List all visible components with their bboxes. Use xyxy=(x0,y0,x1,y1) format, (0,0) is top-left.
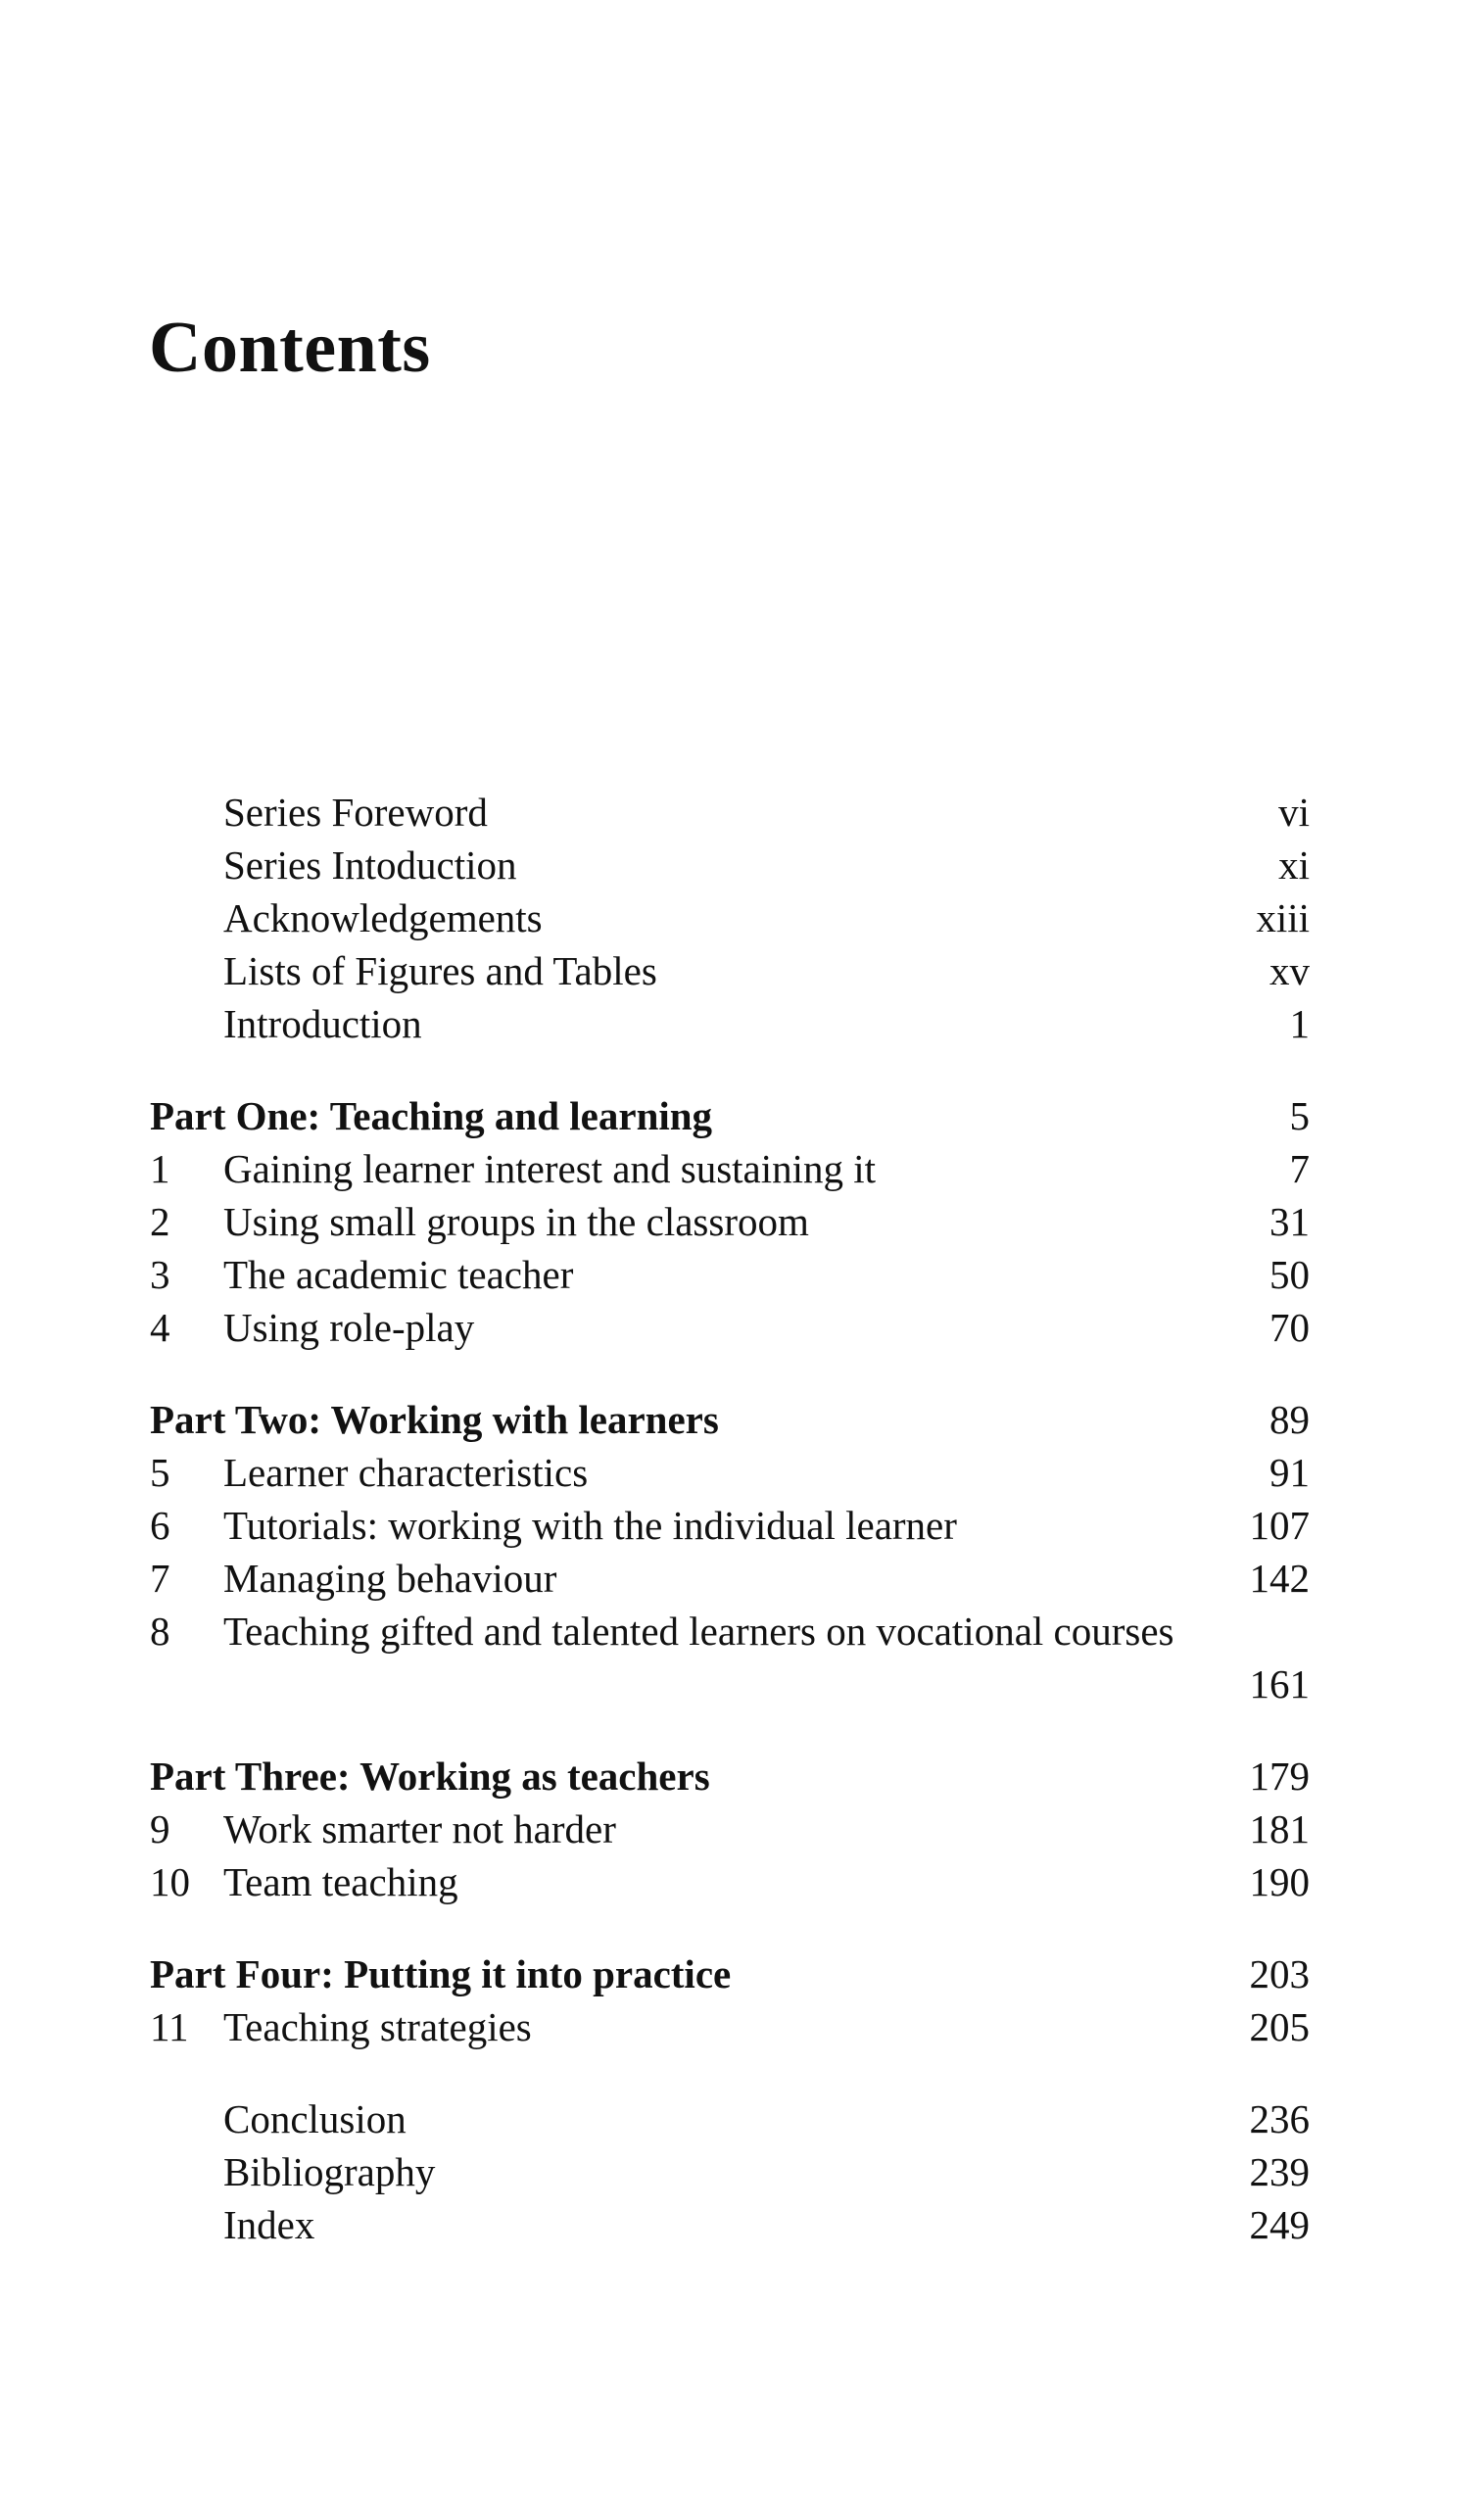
entry-title: Introduction xyxy=(223,1001,422,1046)
chapter-number: 6 xyxy=(150,1503,170,1548)
entry-title: Using role-play xyxy=(223,1305,475,1350)
toc-entry[interactable] xyxy=(150,997,1310,1050)
part-heading: Part Four: Putting it into practice xyxy=(150,1951,732,1996)
page-number: 142 xyxy=(1249,1556,1310,1601)
page-number: xi xyxy=(1278,842,1310,888)
page-number: xiii xyxy=(1256,895,1310,940)
entry-title: Learner characteristics xyxy=(223,1450,589,1495)
toc-entry[interactable] xyxy=(150,944,1310,997)
toc-entry[interactable] xyxy=(150,1446,1310,1499)
part-heading-row[interactable] xyxy=(150,1089,1310,1142)
chapter-number: 5 xyxy=(150,1450,170,1495)
chapter-number: 10 xyxy=(150,1859,190,1904)
part-four xyxy=(150,1947,1310,2053)
entry-title: Tutorials: working with the individual learner xyxy=(223,1503,957,1548)
chapter-number: 7 xyxy=(150,1556,170,1601)
page-number: 70 xyxy=(1269,1305,1310,1350)
page-number: 1 xyxy=(1289,1001,1310,1046)
entry-title: Teaching strategies xyxy=(223,2004,532,2049)
chapter-number: 9 xyxy=(150,1806,170,1851)
entry-title: Lists of Figures and Tables xyxy=(223,948,657,993)
entry-title: Series Foreword xyxy=(223,790,488,835)
page-number: 161 xyxy=(1249,1661,1310,1706)
toc-entry[interactable] xyxy=(150,2000,1310,2053)
page-number: 203 xyxy=(1249,1951,1310,1996)
toc-entry[interactable] xyxy=(150,1552,1310,1605)
toc-entry[interactable] xyxy=(150,1499,1310,1552)
toc-entry[interactable] xyxy=(150,1855,1310,1908)
part-heading: Part Three: Working as teachers xyxy=(150,1754,710,1799)
back-matter xyxy=(150,2092,1310,2251)
page-number: vi xyxy=(1278,790,1310,835)
entry-title: Teaching gifted and talented learners on vocational courses xyxy=(223,1609,1174,1654)
page-number: 89 xyxy=(1269,1397,1310,1442)
page-number: 181 xyxy=(1249,1806,1310,1851)
page-number: 50 xyxy=(1269,1252,1310,1297)
page-number: 7 xyxy=(1289,1146,1310,1191)
page-number: 249 xyxy=(1249,2202,1310,2247)
entry-title: Series Intoduction xyxy=(223,842,517,888)
page-number: 239 xyxy=(1249,2149,1310,2194)
part-two xyxy=(150,1393,1310,1710)
page-number: 5 xyxy=(1289,1093,1310,1138)
entry-title: Conclusion xyxy=(223,2096,407,2141)
chapter-number: 8 xyxy=(150,1609,170,1654)
page-number: xv xyxy=(1269,948,1310,993)
entry-title: The academic teacher xyxy=(223,1252,574,1297)
toc-entry[interactable] xyxy=(150,839,1310,891)
page-number: 190 xyxy=(1249,1859,1310,1904)
toc-entry[interactable] xyxy=(150,786,1310,839)
part-three xyxy=(150,1750,1310,1908)
toc-entry[interactable] xyxy=(150,2092,1310,2145)
chapter-number: 1 xyxy=(150,1146,170,1191)
chapter-number: 11 xyxy=(150,2004,189,2049)
page-title: Contents xyxy=(149,308,431,388)
toc-entry[interactable] xyxy=(150,1195,1310,1248)
part-one xyxy=(150,1089,1310,1354)
toc-entry[interactable] xyxy=(150,1142,1310,1195)
entry-title: Gaining learner interest and sustaining it xyxy=(223,1146,877,1191)
toc-entry[interactable] xyxy=(150,2198,1310,2251)
toc-entry[interactable] xyxy=(150,1248,1310,1301)
entry-title: Team teaching xyxy=(223,1859,458,1904)
chapter-number: 3 xyxy=(150,1252,170,1297)
entry-title: Acknowledgements xyxy=(223,895,543,940)
page-number: 91 xyxy=(1269,1450,1310,1495)
toc-entry[interactable] xyxy=(150,1301,1310,1354)
part-heading: Part Two: Working with learners xyxy=(150,1397,719,1442)
entry-title: Work smarter not harder xyxy=(223,1806,616,1851)
chapter-number: 2 xyxy=(150,1199,170,1244)
toc-entry[interactable] xyxy=(150,2145,1310,2198)
toc-entry[interactable] xyxy=(150,891,1310,944)
page-number: 236 xyxy=(1249,2096,1310,2141)
toc-entry[interactable] xyxy=(150,1605,1310,1710)
part-heading-row[interactable] xyxy=(150,1393,1310,1446)
page-number: 179 xyxy=(1249,1754,1310,1799)
entry-title: Using small groups in the classroom xyxy=(223,1199,809,1244)
entry-title: Index xyxy=(223,2202,315,2247)
entry-title: Managing behaviour xyxy=(223,1556,557,1601)
toc-entry[interactable] xyxy=(150,1802,1310,1855)
part-heading: Part One: Teaching and learning xyxy=(150,1093,713,1138)
page-number: 31 xyxy=(1269,1199,1310,1244)
front-matter xyxy=(150,786,1310,1050)
chapter-number: 4 xyxy=(150,1305,170,1350)
page-number: 107 xyxy=(1249,1503,1310,1548)
part-heading-row[interactable] xyxy=(150,1750,1310,1802)
entry-title: Bibliography xyxy=(223,2149,436,2194)
table-of-contents xyxy=(150,786,1310,2290)
page-number: 205 xyxy=(1249,2004,1310,2049)
part-heading-row[interactable] xyxy=(150,1947,1310,2000)
